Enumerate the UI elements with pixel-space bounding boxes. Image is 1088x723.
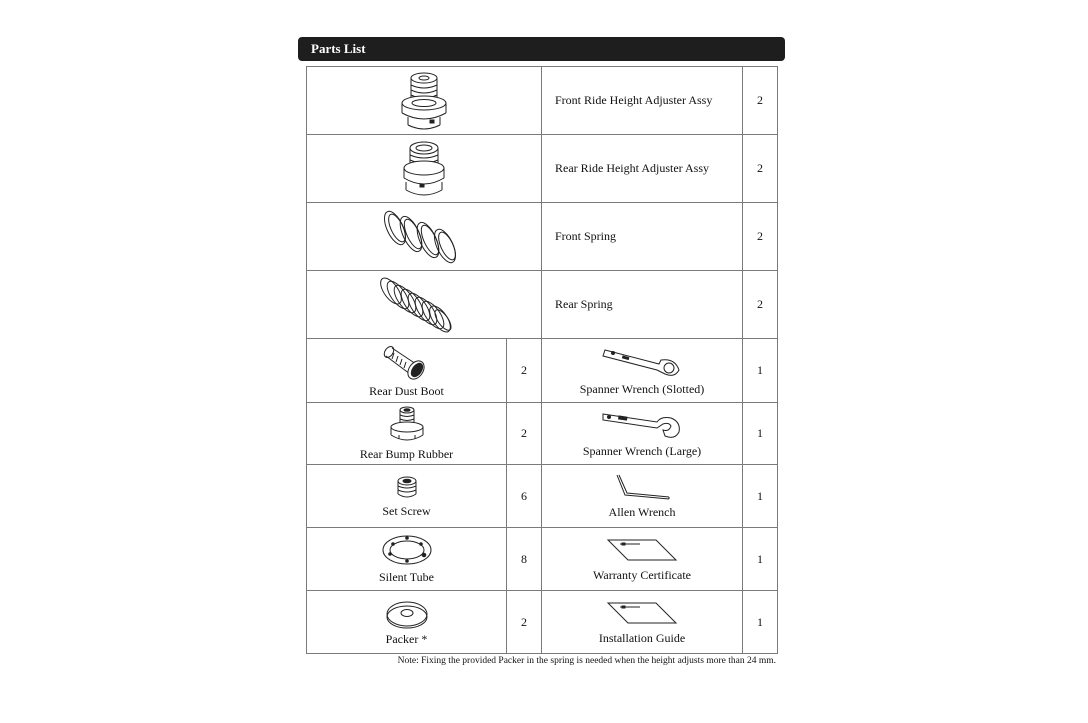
- part-qty-cell: [507, 403, 542, 465]
- front-spring-icon: [381, 206, 467, 268]
- part-qty: 1: [757, 426, 763, 440]
- part-name-cell: [542, 67, 743, 135]
- part-qty-cell: [743, 591, 778, 654]
- parts-list-header: [298, 37, 785, 61]
- part-qty: 8: [521, 551, 527, 566]
- part-image-cell: [307, 591, 507, 654]
- part-qty-cell: [743, 403, 778, 465]
- part-qty: 1: [757, 614, 763, 629]
- silent-tube-icon: [380, 534, 434, 568]
- part-image-cell: [307, 528, 507, 591]
- part-name: Warranty Certificate: [593, 567, 691, 582]
- part-qty-cell: [743, 528, 778, 591]
- part-name: Installation Guide: [598, 630, 686, 645]
- part-qty: 2: [757, 229, 763, 243]
- part-name: Rear Spring: [555, 297, 613, 311]
- front-ride-height-adjuster-icon: [394, 69, 454, 133]
- table-row: [307, 135, 778, 203]
- part-qty: 1: [757, 363, 763, 377]
- part-name: Packer *: [385, 631, 428, 646]
- part-qty-cell: [507, 465, 542, 528]
- part-image-cell: [542, 339, 743, 403]
- part-name: Silent Tube: [378, 569, 435, 584]
- part-qty-cell: [743, 339, 778, 403]
- table-row: [307, 271, 778, 339]
- part-qty: 2: [757, 297, 763, 311]
- table-row: [307, 403, 778, 465]
- parts-table: [306, 66, 778, 654]
- table-row: [307, 591, 778, 654]
- part-qty-cell: [743, 67, 778, 135]
- part-name: Front Ride Height Adjuster Assy: [555, 93, 713, 107]
- part-name-cell: [542, 135, 743, 203]
- rear-ride-height-adjuster-icon: [394, 138, 454, 200]
- bump-rubber-icon: [387, 405, 427, 445]
- part-qty: 2: [521, 426, 527, 440]
- part-image-cell: [542, 591, 743, 654]
- part-qty-cell: [743, 465, 778, 528]
- part-qty: 2: [521, 363, 527, 377]
- certificate-card-icon: [604, 536, 680, 566]
- part-qty-cell: [507, 591, 542, 654]
- large-spanner-icon: [599, 408, 685, 442]
- part-name-cell: [542, 203, 743, 271]
- part-image-cell: [307, 465, 507, 528]
- part-image-cell: [307, 135, 542, 203]
- set-screw-icon: [395, 474, 419, 502]
- part-qty: 2: [757, 161, 763, 175]
- part-name: Rear Ride Height Adjuster Assy: [555, 161, 709, 175]
- part-qty: 2: [521, 614, 527, 629]
- part-name: Spanner Wrench (Large): [582, 444, 702, 458]
- part-name: Rear Dust Boot: [369, 384, 444, 398]
- part-image-cell: [307, 203, 542, 271]
- part-qty: 1: [757, 488, 763, 503]
- part-image-cell: [307, 403, 507, 465]
- slotted-spanner-icon: [599, 344, 685, 380]
- part-qty: 6: [521, 488, 527, 503]
- part-qty-cell: [743, 203, 778, 271]
- part-qty-cell: [507, 528, 542, 591]
- dust-boot-icon: [380, 342, 434, 382]
- part-image-cell: [307, 339, 507, 403]
- part-qty: 2: [757, 93, 763, 107]
- allen-wrench-icon: [607, 473, 677, 503]
- part-qty-cell: [507, 339, 542, 403]
- table-row: [307, 339, 778, 403]
- part-image-cell: [542, 465, 743, 528]
- packer-note: Note: Fixing the provided Packer in the spring is needed when the height adjusts more than 24 mm.: [397, 656, 776, 666]
- guide-card-icon: [604, 599, 680, 629]
- part-image-cell: [542, 528, 743, 591]
- part-qty-cell: [743, 271, 778, 339]
- part-name-cell: [542, 271, 743, 339]
- part-name: Spanner Wrench (Slotted): [579, 382, 705, 396]
- table-row: [307, 465, 778, 528]
- table-row: [307, 203, 778, 271]
- part-qty: 1: [757, 551, 763, 566]
- part-name: Allen Wrench: [608, 504, 676, 519]
- packer-icon: [384, 598, 430, 630]
- part-image-cell: [307, 271, 542, 339]
- table-row: [307, 528, 778, 591]
- part-name: Rear Bump Rubber: [359, 447, 454, 461]
- part-image-cell: [542, 403, 743, 465]
- part-name: Front Spring: [555, 229, 617, 243]
- part-image-cell: [307, 67, 542, 135]
- part-name: Set Screw: [382, 503, 431, 518]
- table-row: [307, 67, 778, 135]
- part-qty-cell: [743, 135, 778, 203]
- parts-list-title: Parts List: [311, 41, 366, 56]
- rear-spring-icon: [379, 273, 469, 337]
